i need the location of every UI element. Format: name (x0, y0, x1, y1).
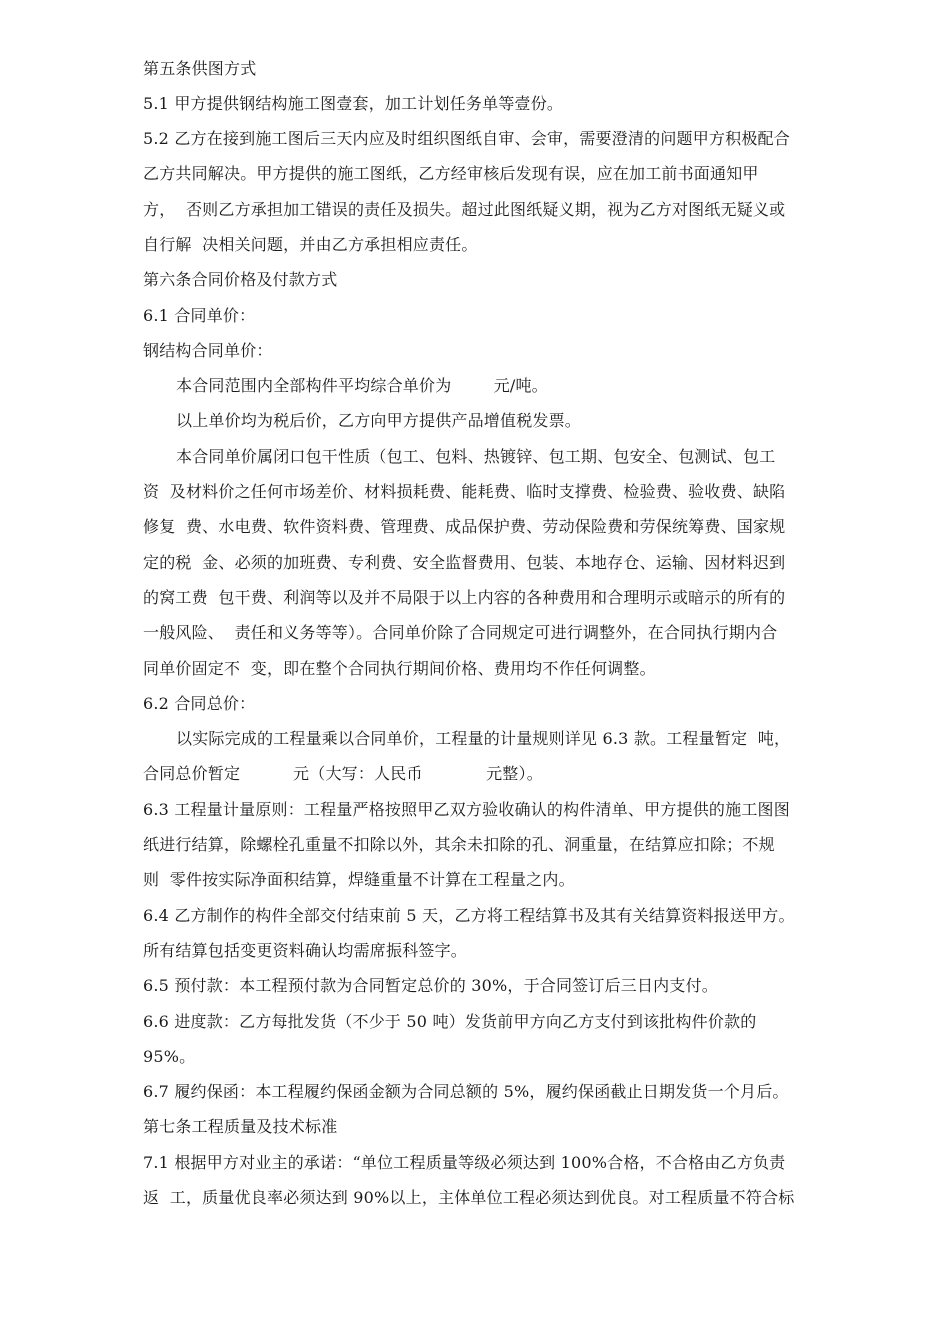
section-heading: 第七条工程质量及技术标准 (143, 1117, 338, 1136)
paragraph-line: 资 及材料价之任何市场差价、材料损耗费、能耗费、临时支撑费、检验费、验收费、缺陷 (143, 482, 786, 501)
paragraph-line: 6.1 合同单价： (143, 306, 256, 325)
paragraph-line: 6.6 进度款：乙方每批发货（不少于 50 吨）发货前甲方向乙方支付到该批构件价款的 (143, 1012, 757, 1031)
paragraph-line: 修复 费、水电费、软件资料费、管理费、成品保护费、劳动保险费和劳保统筹费、国家规 (143, 517, 786, 536)
paragraph-line: 5.1 甲方提供钢结构施工图壹套，加工计划任务单等壹份。 (143, 94, 564, 113)
paragraph-line: 6.5 预付款：本工程预付款为合同暂定总价的 30%，于合同签订后三日内支付。 (143, 976, 718, 995)
paragraph-line: 一般风险、 责任和义务等等）。合同单价除了合同规定可进行调整外，在合同执行期内合 (143, 623, 778, 642)
paragraph-line: 本合同单价属闭口包干性质（包工、包料、热镀锌、包工期、包安全、包测试、包工 (176, 447, 776, 466)
paragraph-line: 自行解 决相关问题，并由乙方承担相应责任。 (143, 235, 478, 254)
paragraph-line: 所有结算包括变更资料确认均需席振科签字。 (143, 941, 468, 960)
paragraph-line: 7.1 根据甲方对业主的承诺：“单位工程质量等级必须达到 100%合格，不合格由乙方负责 (143, 1153, 786, 1172)
section-heading: 第五条供图方式 (143, 59, 257, 78)
paragraph-line: 乙方共同解决。甲方提供的施工图纸，乙方经审核后发现有误，应在加工前书面通知甲 (143, 164, 759, 183)
paragraph-line: 则 零件按实际净面积结算，焊缝重量不计算在工程量之内。 (143, 870, 575, 889)
paragraph-line: 以实际完成的工程量乘以合同单价，工程量的计量规则详见 6.3 款。工程量暂定 吨， (176, 729, 791, 748)
section-heading: 第六条合同价格及付款方式 (143, 270, 338, 289)
paragraph-line: 方， 否则乙方承担加工错误的责任及损失。超过此图纸疑义期，视为乙方对图纸无疑义或 (143, 200, 786, 219)
paragraph-line: 5.2 乙方在接到施工图后三天内应及时组织图纸自审、会审，需要澄清的问题甲方积极配合 (143, 129, 790, 148)
paragraph-line: 6.3 工程量计量原则：工程量严格按照甲乙双方验收确认的构件清单、甲方提供的施工图图 (143, 800, 790, 819)
paragraph-line: 以上单价均为税后价，乙方向甲方提供产品增值税发票。 (176, 411, 582, 430)
paragraph-line: 同单价固定不 变，即在整个合同执行期间价格、费用均不作任何调整。 (143, 659, 656, 678)
paragraph-line: 6.2 合同总价： (143, 694, 256, 713)
paragraph-line: 的窝工费 包干费、利润等以及并不局限于以上内容的各种费用和合理明示或暗示的所有的 (143, 588, 786, 607)
paragraph-line: 返 工，质量优良率必须达到 90%以上，主体单位工程必须达到优良。对工程质量不符合标 (143, 1188, 795, 1207)
paragraph-line: 钢结构合同单价： (143, 341, 273, 360)
paragraph-line: 纸进行结算，除螺栓孔重量不扣除以外，其余未扣除的孔、洞重量，在结算应扣除；不规 (143, 835, 775, 854)
paragraph-line: 95%。 (143, 1047, 196, 1066)
paragraph-line: 本合同范围内全部构件平均综合单价为 元/吨。 (176, 376, 548, 395)
paragraph-line: 6.4 乙方制作的构件全部交付结束前 5 天，乙方将工程结算书及其有关结算资料报送甲方。 (143, 906, 795, 925)
paragraph-line: 6.7 履约保函：本工程履约保函金额为合同总额的 5%，履约保函截止日期发货一个月后。 (143, 1082, 789, 1101)
paragraph-line: 合同总价暂定 元（大写：人民币 元整）。 (143, 764, 543, 783)
paragraph-line: 定的税 金、必须的加班费、专利费、安全监督费用、包装、本地存仓、运输、因材料迟到 (143, 553, 786, 572)
